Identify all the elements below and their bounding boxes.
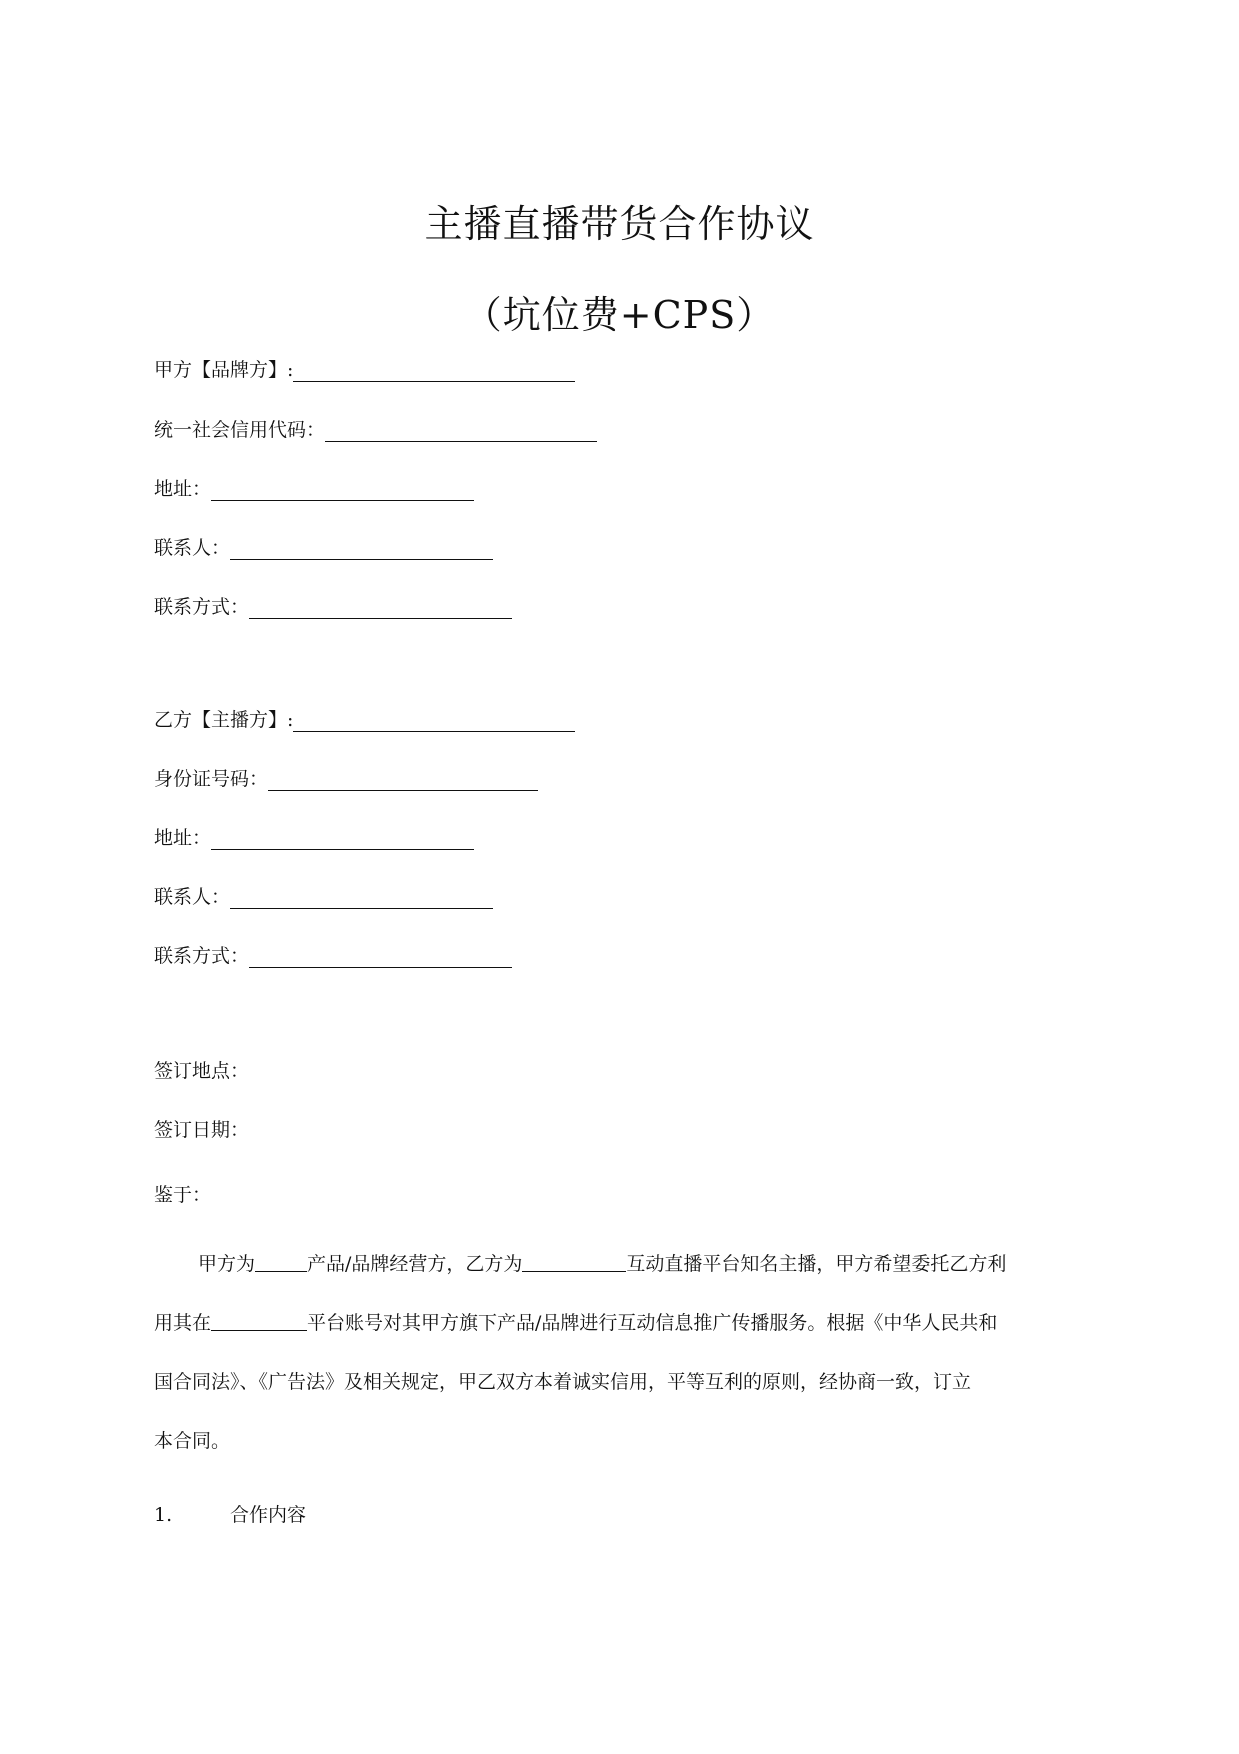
party-b-phone-blank[interactable] <box>249 949 512 968</box>
account-platform-blank[interactable] <box>211 1310 307 1331</box>
party-b-id-field <box>154 767 538 791</box>
party-a-contact-blank[interactable] <box>230 541 493 560</box>
preamble-text: 产品/品牌经营方，乙方为 <box>307 1253 523 1275</box>
party-a-address-blank[interactable] <box>211 482 474 501</box>
party-a-credit-code-field <box>154 418 597 442</box>
party-b-contact-field <box>154 885 493 909</box>
party-a-credit-code-label: 统一社会信用代码： <box>154 419 326 441</box>
whereas-text: 鉴于： <box>154 1184 212 1206</box>
preamble-text: 平台账号对其甲方旗下产品/品牌进行互动信息推广传播服务。根据《中华人民共和 <box>307 1312 998 1334</box>
preamble-line-4 <box>154 1427 1084 1455</box>
preamble-line-2 <box>154 1309 1084 1337</box>
product-blank[interactable] <box>255 1251 307 1272</box>
signing-place-label: 签订地点： <box>154 1060 250 1082</box>
party-a-credit-code-blank[interactable] <box>325 423 597 442</box>
signing-date-label: 签订日期： <box>154 1119 250 1141</box>
platform-blank[interactable] <box>522 1251 626 1272</box>
preamble-text: 本合同。 <box>154 1430 231 1452</box>
preamble-text: 用其在 <box>154 1312 212 1334</box>
party-a-name-field <box>154 358 575 382</box>
preamble-line-1 <box>154 1250 1084 1278</box>
preamble-text: 甲方为 <box>198 1253 256 1275</box>
document-title: 主播直播带货合作协议 <box>424 202 815 246</box>
party-b-id-blank[interactable] <box>268 772 538 791</box>
whereas-label <box>154 1183 211 1207</box>
party-b-phone-field <box>154 944 512 968</box>
party-b-address-label: 地址： <box>154 827 212 849</box>
signing-date-field <box>154 1118 249 1142</box>
document-subtitle: （坑位费+CPS） <box>463 293 776 337</box>
section-number: 1. <box>154 1504 173 1526</box>
party-a-phone-label: 联系方式： <box>154 596 250 618</box>
party-b-address-blank[interactable] <box>211 831 474 850</box>
party-a-name-blank[interactable] <box>293 363 575 382</box>
party-b-contact-blank[interactable] <box>230 890 493 909</box>
party-a-phone-field <box>154 595 512 619</box>
party-a-name-label: 甲方【品牌方】: <box>154 359 294 381</box>
section-1-heading <box>154 1500 306 1527</box>
signing-place-field <box>154 1059 249 1083</box>
party-a-contact-label: 联系人： <box>154 537 231 559</box>
party-b-name-blank[interactable] <box>293 713 575 732</box>
preamble-text: 互动直播平台知名主播，甲方希望委托乙方利 <box>626 1253 1007 1275</box>
party-b-name-field <box>154 708 575 732</box>
party-a-address-field <box>154 477 474 501</box>
party-b-address-field <box>154 826 474 850</box>
section-title: 合作内容 <box>230 1504 307 1526</box>
party-a-phone-blank[interactable] <box>249 600 512 619</box>
party-a-contact-field <box>154 536 493 560</box>
party-b-name-label: 乙方【主播方】: <box>154 709 294 731</box>
party-b-phone-label: 联系方式： <box>154 945 250 967</box>
preamble-text: 国合同法》、《广告法》及相关规定，甲乙双方本着诚实信用，平等互利的原则，经协商一致，订立 <box>154 1371 972 1393</box>
party-b-contact-label: 联系人： <box>154 886 231 908</box>
party-a-address-label: 地址： <box>154 478 212 500</box>
party-b-id-label: 身份证号码： <box>154 768 269 790</box>
preamble-line-3 <box>154 1368 1084 1396</box>
